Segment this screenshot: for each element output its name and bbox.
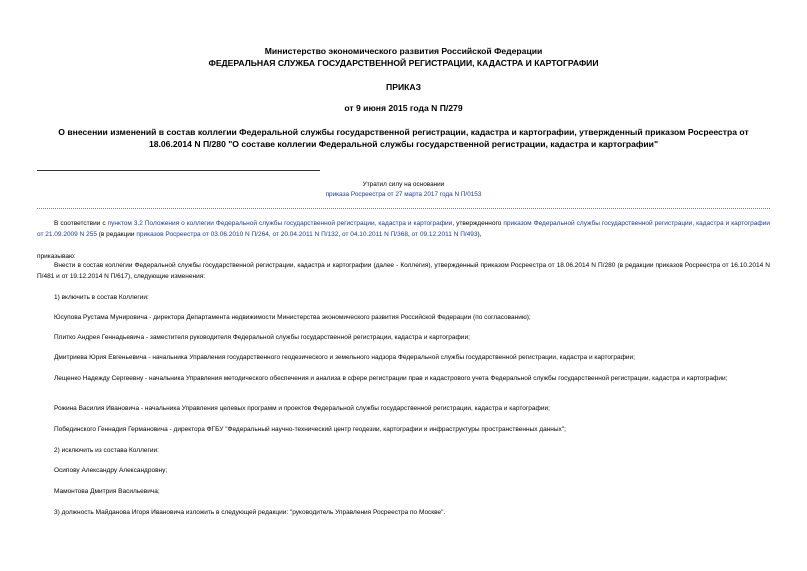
list-item: 2) исключить из состава Коллегии: — [54, 447, 159, 454]
order-132-link[interactable]: от 20.04.2011 N П/132 — [272, 230, 339, 238]
status-note-line-1: Утратил силу на основании — [362, 181, 445, 188]
list-item: Мамонтова Дмитрия Васильевича; — [54, 488, 160, 495]
preamble-paragraph — [37, 219, 770, 240]
main-paragraph-text: Внести в состав коллегии Федеральной службы государственной регистрации, кадастра и картографии (далее - Коллегия), утвержденный приказом Росреестра от 18.06.2014 N П/280 (в редакции приказов Росреестра от 16.10.2014 N П/481 и от 19.12.2014 N П/617), следующие изменения: — [37, 262, 770, 280]
order-255-link[interactable]: приказом Федеральной службы государственной регистрации, кадастра и картографии от 21.09.2009 N 255 — [37, 220, 770, 238]
list-item: Рожина Василия Ивановича - начальника Управления целевых программ и проектов Федеральной службы государственной регистрации, кадастра и картографии; — [54, 405, 550, 412]
list-item-text: Лещенко Надежду Сергеевну - начальника Управления методического обеспечения и анализа в сфере регистрации прав и кадастрового учета Федеральной службы государственной регистрации, кадастра и картографии; — [54, 375, 728, 382]
doc-type: ПРИКАЗ — [386, 82, 421, 92]
preamble-text-1: В соответствии с — [54, 220, 108, 227]
preamble-text-6: , — [407, 230, 412, 238]
separator-rule — [37, 170, 320, 171]
list-item: 3) должность Майданова Игоря Ивановича изложить в следующей редакции: "руководитель Управления Росреестра по Москве". — [54, 509, 446, 516]
order-368-link[interactable]: от 04.10.2011 N П/368 — [342, 230, 408, 238]
list-item-wrapped — [37, 374, 770, 385]
dotted-separator — [37, 208, 770, 209]
preamble-text-7: ), — [477, 230, 482, 238]
list-item: Плитко Андрея Геннадьевича - заместителя руководителя Федеральной службы государственной регистрации, кадастра и картографии; — [54, 334, 470, 341]
title-line-1: О внесении изменений в состав коллегии Федеральной службы государственной регистрации, кадастра и картографии, утвержденный приказом Росреестра от — [58, 127, 749, 137]
preamble-text-5: , — [338, 230, 343, 238]
order-493-link[interactable]: от 09.12.2011 N П/493 — [411, 230, 478, 238]
document-title — [36, 127, 771, 150]
list-item: Юсупова Рустама Мунировича - директора Департамента недвижимости Министерства экономического развития Российской Федерации (по согласованию); — [54, 314, 531, 321]
ministry-name: Министерство экономического развития Российской Федерации — [264, 46, 543, 56]
list-item: 1) включить в состав Коллегии: — [54, 294, 149, 301]
preamble-text-2: , утвержденного — [452, 220, 504, 227]
regulation-link[interactable]: пунктом 3.2 Положения о коллегии Федеральной службы государственной регистрации, кадастра и картографии — [107, 220, 453, 227]
preamble-text-4: , — [268, 230, 273, 238]
service-name: ФЕДЕРАЛЬНАЯ СЛУЖБА ГОСУДАРСТВЕННОЙ РЕГИСТРАЦИИ, КАДАСТРА И КАРТОГРАФИИ — [208, 58, 599, 68]
preamble-text-3: (в редакции — [96, 230, 137, 238]
list-item: Осипову Александру Александровну; — [54, 467, 168, 474]
repeal-order-link[interactable]: приказа Росреестра от 27 марта 2017 года N П/0153 — [325, 191, 482, 198]
title-line-2: 18.06.2014 N П/280 "О составе коллегии Федеральной службы государственной регистрации, кадастра и картографии" — [148, 138, 659, 149]
doc-date-number: от 9 июня 2015 года N П/279 — [344, 103, 463, 113]
list-item: Дмитриева Юрия Евгеньевича - начальника Управления государственного геодезического и земельного надзора Федеральной службы государственной регистрации, кадастра и картографии; — [54, 354, 635, 361]
prikaz-word: приказываю: — [37, 253, 76, 260]
status-note-line-2-wrap — [0, 191, 807, 198]
main-paragraph — [37, 261, 770, 282]
list-item: Побединского Геннадия Германовича - директора ФГБУ "Федеральный научно-технический центр геодезии, картографии и инфраструктуры пространственных данных"; — [54, 426, 566, 433]
order-264-link[interactable]: приказов Росреестра от 03.06.2010 N П/264 — [136, 230, 269, 238]
